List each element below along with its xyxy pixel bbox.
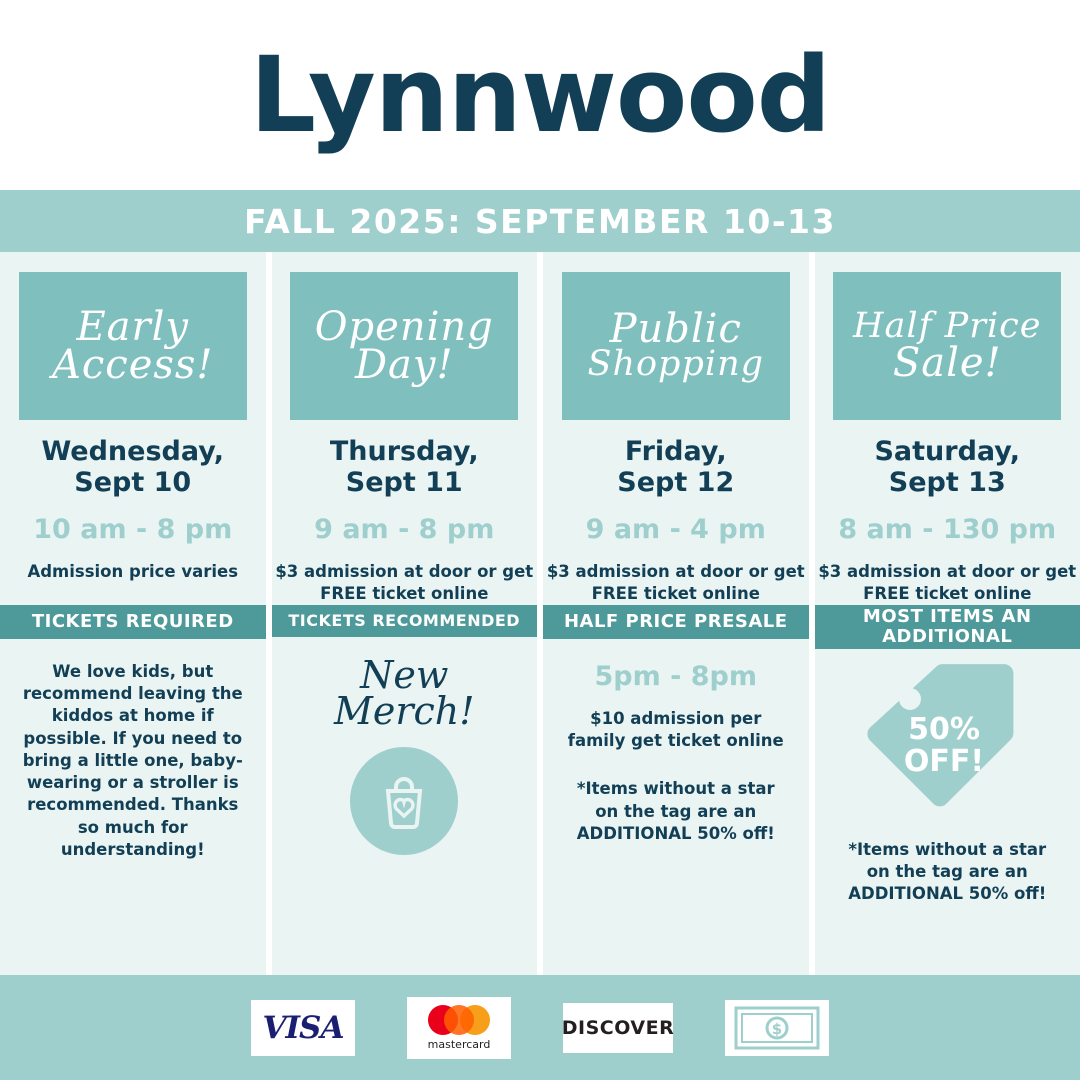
- script-badge-opening-day: [290, 272, 518, 420]
- payment-methods-footer: [0, 975, 1080, 1080]
- event-dates: FALL 2025: SEPTEMBER 10-13: [244, 201, 836, 241]
- star-discount-note: *Items without a star on the tag are an ADDITIONAL 50% off!: [848, 839, 1047, 904]
- presale-admission-note: $10 admission per family get ticket online: [567, 708, 784, 751]
- hours-label: 8 am - 130 pm: [838, 514, 1057, 546]
- day-line-2: Sept 10: [74, 467, 192, 499]
- hours-label: 10 am - 8 pm: [33, 514, 233, 546]
- status-badge-tickets: TICKETS RECOMMENDED: [272, 605, 538, 637]
- script-line-2: Day!: [354, 342, 454, 388]
- script-line-1: Public: [609, 306, 742, 353]
- day-label: [41, 436, 224, 498]
- status-badge-tickets: TICKETS REQUIRED: [0, 605, 266, 639]
- admission-note: $3 admission at door or get FREE ticket online: [818, 562, 1077, 603]
- visa-label: VISA: [251, 1000, 355, 1056]
- svg-text:$: $: [771, 1019, 783, 1038]
- price-tag-graphic: [852, 661, 1042, 821]
- day-column-saturday: [809, 252, 1080, 975]
- star-discount-note: *Items without a star on the tag are an ADDITIONAL 50% off!: [576, 779, 775, 843]
- discover-label: DISCOVER: [563, 1003, 673, 1053]
- day-line-1: Friday,: [624, 436, 727, 467]
- merch-line-2: Merch!: [333, 688, 475, 733]
- script-badge-public-shopping: [562, 272, 790, 420]
- ribbon-line-2: ADDITIONAL: [882, 625, 1013, 647]
- status-badge-additional-discount: [815, 605, 1080, 649]
- script-line-1: Early: [76, 304, 190, 350]
- day-line-1: Thursday,: [329, 436, 479, 467]
- script-line-2: Access!: [52, 342, 214, 388]
- status-badge-presale: HALF PRICE PRESALE: [543, 605, 809, 639]
- day-line-2: Sept 11: [345, 467, 463, 499]
- title-bar: [0, 0, 1080, 190]
- admission-note: $3 admission at door or get FREE ticket online: [546, 562, 805, 603]
- presale-hours: 5pm - 8pm: [594, 660, 757, 692]
- page-title: Lynnwood: [249, 34, 831, 156]
- kids-policy-text: We love kids, but recommend leaving the kiddos at home if possible. If you need to bring a little one, baby-wearing or a stroller is recommended. Thanks so much for understanding!: [22, 661, 243, 860]
- day-line-1: Saturday,: [874, 436, 1021, 467]
- mastercard-label: mastercard: [427, 1037, 491, 1051]
- mastercard-circles-icon: [428, 1005, 490, 1035]
- script-line-2: Sale!: [892, 339, 1002, 386]
- day-line-2: Sept 12: [617, 467, 735, 499]
- hours-label: 9 am - 8 pm: [314, 514, 495, 546]
- shopping-bag-heart-icon: [350, 747, 458, 855]
- svg-text:OFF!: OFF!: [904, 743, 985, 779]
- script-line-1: Half Price: [853, 306, 1042, 347]
- day-columns: [0, 252, 1080, 975]
- day-label: [874, 436, 1020, 498]
- day-column-friday: [537, 252, 809, 975]
- tag-line-1: [947, 252, 948, 253]
- discover-logo: [563, 1003, 673, 1053]
- icon-name: [404, 252, 405, 253]
- day-label: [330, 436, 479, 498]
- hours-label: 9 am - 4 pm: [585, 514, 766, 546]
- mastercard-mark: [407, 997, 511, 1059]
- admission-note: $3 admission at door or get FREE ticket online: [275, 562, 534, 603]
- day-label: [617, 436, 734, 498]
- ribbon-line-1: MOST ITEMS AN: [862, 606, 1032, 628]
- tag-line-2: [947, 252, 948, 253]
- day-column-wednesday: [0, 252, 266, 975]
- merch-line-1: New: [360, 652, 449, 697]
- day-line-2: Sept 13: [888, 467, 1006, 499]
- subtitle-band: [0, 190, 1080, 252]
- script-badge-half-price: [833, 272, 1061, 420]
- visa-logo: [251, 1000, 355, 1056]
- day-column-thursday: [266, 252, 538, 975]
- svg-text:50%: 50%: [908, 711, 981, 747]
- script-line-2: Shopping: [587, 344, 765, 385]
- cash-bill-graphic: [725, 1000, 829, 1056]
- new-merch-script: [333, 652, 475, 733]
- day-line-1: Wednesday,: [41, 436, 225, 467]
- script-badge-early-access: [19, 272, 247, 420]
- script-line-1: Opening: [314, 304, 494, 350]
- admission-note: Admission price varies: [27, 562, 239, 582]
- cash-icon: [725, 1000, 829, 1056]
- mastercard-logo: [407, 997, 511, 1059]
